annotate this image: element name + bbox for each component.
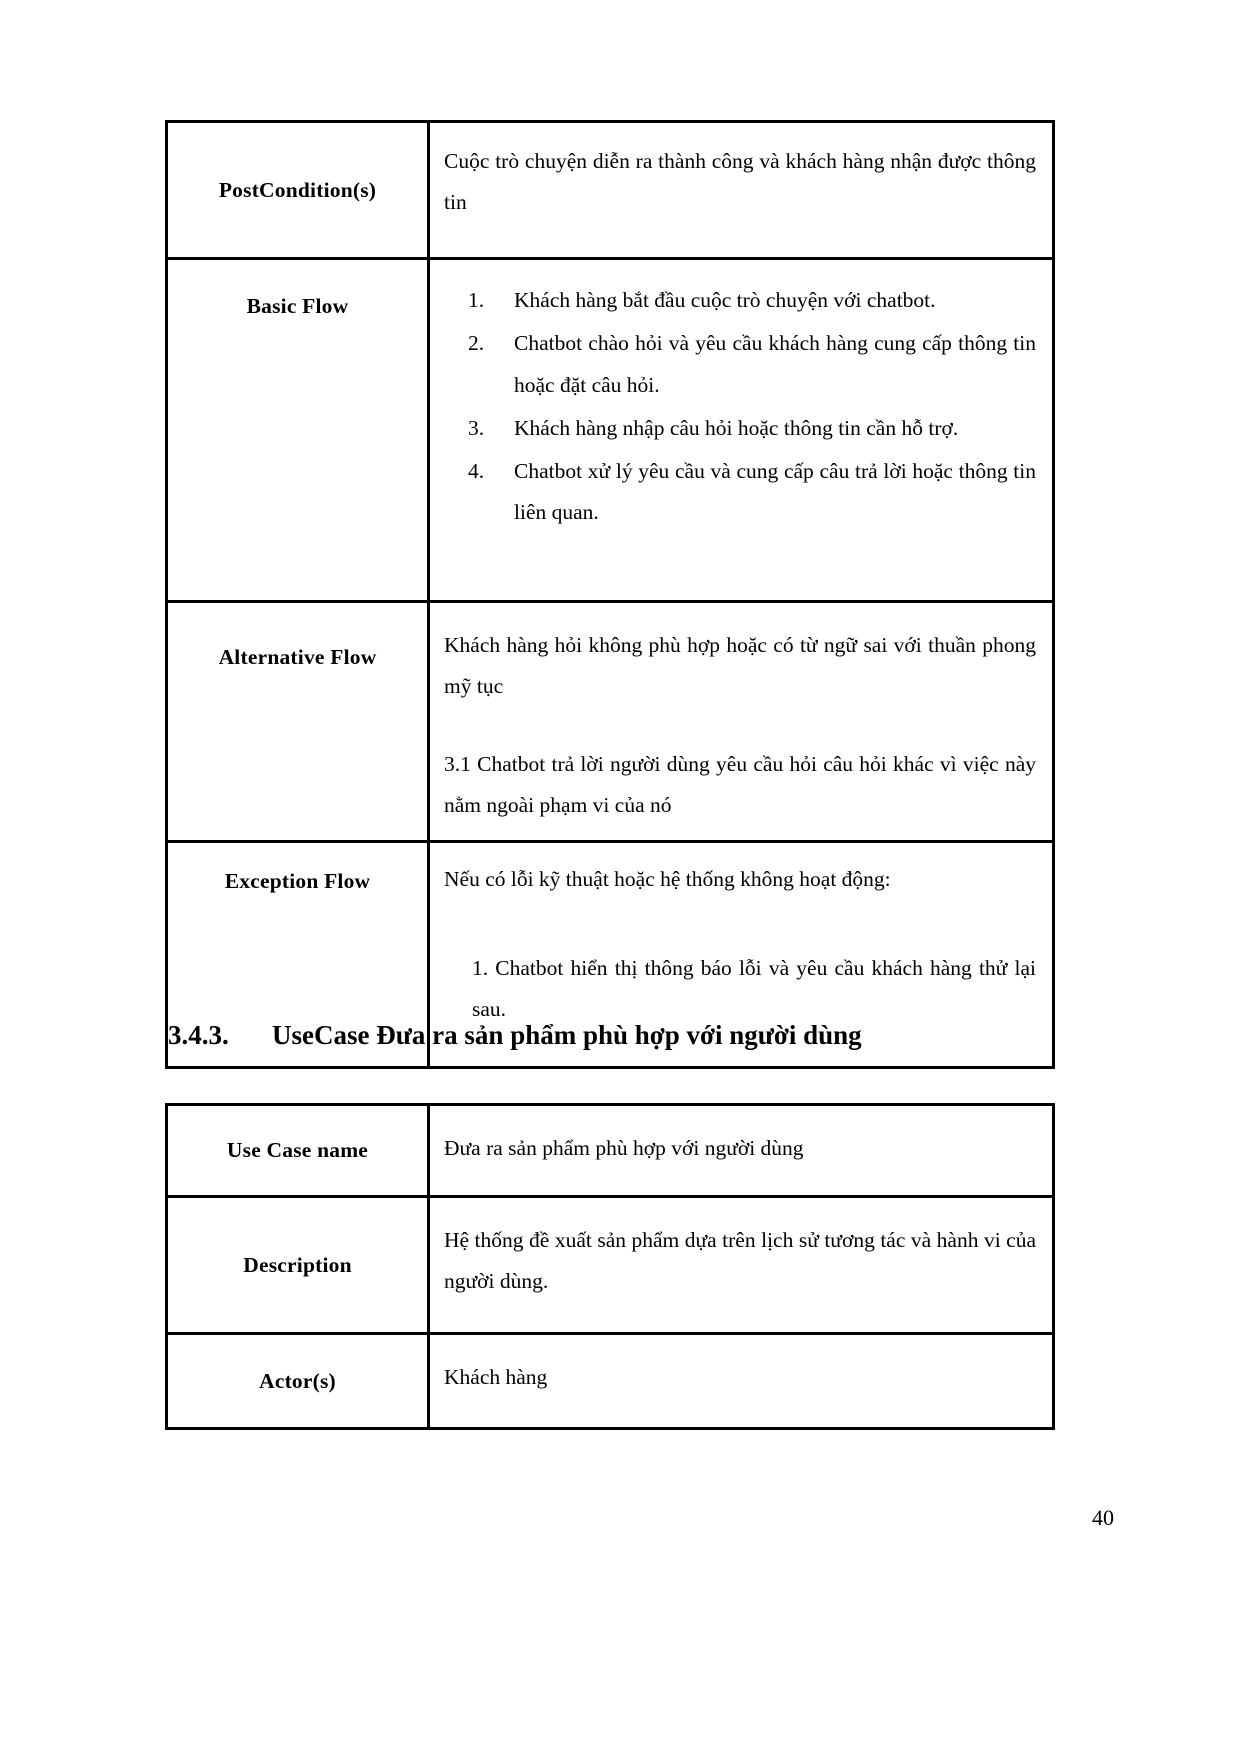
row-label-basic-flow: Basic Flow xyxy=(167,259,429,602)
row-content-use-case-name xyxy=(429,1105,1054,1197)
row-label-actors: Actor(s) xyxy=(167,1334,429,1429)
row-content-actors xyxy=(429,1334,1054,1429)
list-item: Chatbot xử lý yêu cầu và cung cấp câu trả lời hoặc thông tin liên quan. xyxy=(514,459,1036,525)
table-row xyxy=(167,259,1054,602)
table-row xyxy=(167,602,1054,842)
table-row xyxy=(167,1334,1054,1429)
row-label-postcondition: PostCondition(s) xyxy=(167,122,429,259)
table-row xyxy=(167,1197,1054,1334)
list-item: Chatbot chào hỏi và yêu cầu khách hàng cung cấp thông tin hoặc đặt câu hỏi. xyxy=(514,331,1036,397)
exception-flow-intro: Nếu có lỗi kỹ thuật hoặc hệ thống không hoạt động: xyxy=(444,867,891,892)
use-case-name-text: Đưa ra sản phẩm phù hợp với người dùng xyxy=(444,1136,804,1160)
row-label-exception-flow: Exception Flow xyxy=(167,842,429,1068)
description-text: Hệ thống đề xuất sản phẩm dựa trên lịch sử tương tác và hành vi của người dùng. xyxy=(444,1228,1036,1294)
table-row xyxy=(167,1105,1054,1197)
list-item: Khách hàng bắt đầu cuộc trò chuyện với chatbot. xyxy=(514,288,936,312)
alternative-flow-paragraph-1: Khách hàng hỏi không phù hợp hoặc có từ ngữ sai với thuần phong mỹ tục xyxy=(444,633,1036,699)
usecase-table-chatbot xyxy=(165,120,1055,1069)
row-content-basic-flow xyxy=(429,259,1054,602)
usecase-table-product-recommendation xyxy=(165,1103,1055,1430)
list-item: Khách hàng nhập câu hỏi hoặc thông tin cần hỗ trợ. xyxy=(514,415,959,440)
row-content-postcondition xyxy=(429,122,1054,259)
paragraph-spacer xyxy=(444,900,1036,926)
section-heading-title: UseCase Đưa ra sản phẩm phù hợp với người dùng xyxy=(272,1020,862,1050)
row-label-alternative-flow: Alternative Flow xyxy=(167,602,429,842)
alternative-flow-paragraph-2: 3.1 Chatbot trả lời người dùng yêu cầu hỏi câu hỏi khác vì việc này nằm ngoài phạm vi của nó xyxy=(444,751,1036,817)
basic-flow-list xyxy=(444,280,1036,534)
exception-flow-item: 1. Chatbot hiển thị thông báo lỗi và yêu cầu khách hàng thử lại sau. xyxy=(472,955,1036,1022)
postcondition-text: Cuộc trò chuyện diễn ra thành công và khách hàng nhận được thông tin xyxy=(444,149,1036,215)
row-content-alternative-flow xyxy=(429,602,1054,842)
table-row xyxy=(167,122,1054,259)
section-heading xyxy=(168,1020,1068,1051)
section-heading-number: 3.4.3. xyxy=(168,1020,229,1050)
paragraph-spacer xyxy=(444,708,1036,744)
row-content-description xyxy=(429,1197,1054,1334)
page-number: 40 xyxy=(1092,1505,1114,1530)
row-label-description: Description xyxy=(167,1197,429,1334)
actors-text: Khách hàng xyxy=(444,1365,548,1389)
row-label-use-case-name: Use Case name xyxy=(167,1105,429,1197)
